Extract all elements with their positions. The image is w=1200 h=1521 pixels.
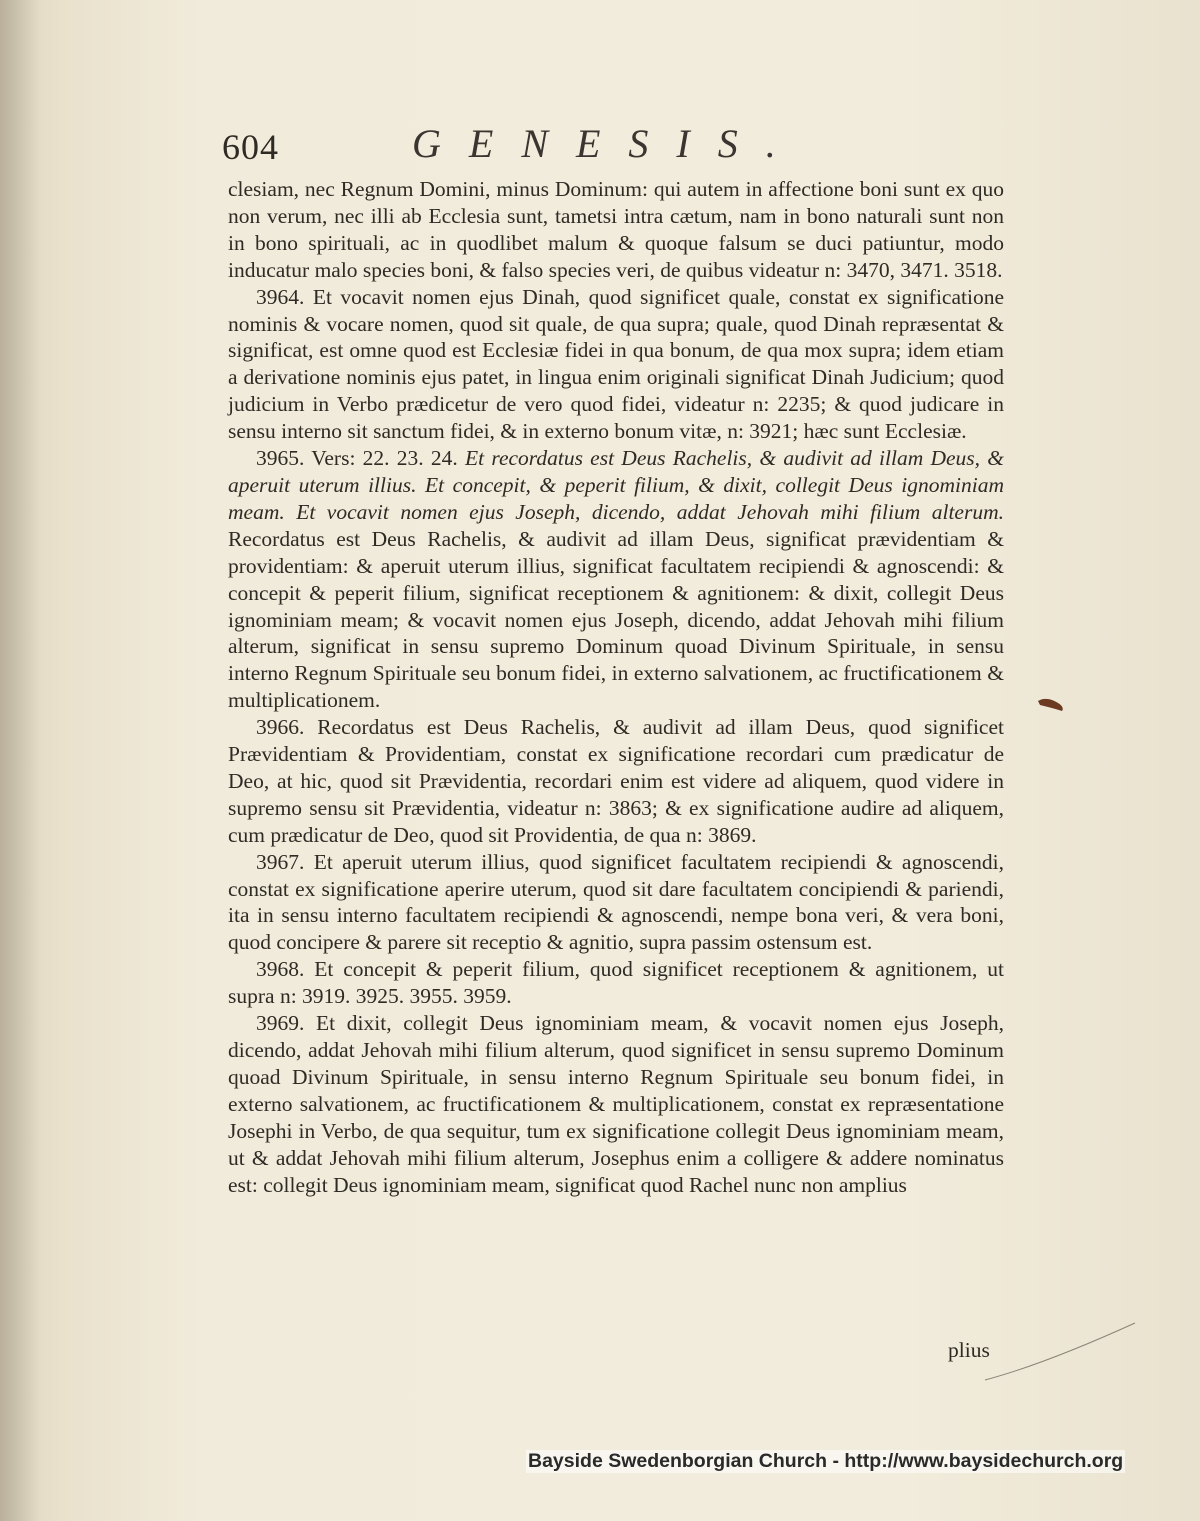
paragraph-3969 <box>228 1010 1004 1198</box>
paragraph-text: Et dixit, collegit Deus ignominiam meam, & vocavit nomen ejus Joseph, dicendo, addat Jehovah mihi filium alterum, quod significet in sensu supremo Dominum quoad Divinum Spirituale, in sensu interno Regnum Spirituale seu bonum fidei, in externo salvationem, ac fructificationem & multiplicationem, constat ex repræsentatione Josephi in Verbo, de qua sequitur, tum ex significatione collegit Deus ignominiam meam, ut & addat Jehovah mihi filium alterum, Josephus enim a colligere & addere nominatus est: collegit Deus ignominiam meam, significat quod Rachel nunc non amplius <box>228 1011 1004 1197</box>
paragraph-text: clesiam, nec Regnum Domini, minus Dominum: qui autem in affectione boni sunt ex quo non verum, nec illi ab Ecclesia sunt, tametsi intra cætum, nam in bono naturali sunt non in bono spirituali, ac in quodlibet malum & quoque falsum se duci patiuntur, modo inducatur malo species boni, & falso species veri, de quibus videatur n: 3470, 3471. 3518. <box>228 177 1004 282</box>
paragraph-number: 3967. <box>256 849 305 874</box>
paragraph-number: 3968. <box>256 957 305 982</box>
paragraph-3966 <box>228 714 1004 849</box>
paragraph-number: 3965. <box>256 446 305 471</box>
catchword: plius <box>948 1338 990 1362</box>
paragraph-3968 <box>228 956 1004 1010</box>
page-number: 604 <box>222 127 279 167</box>
page-header <box>222 120 1002 172</box>
paragraph-number: 3966. <box>256 715 305 740</box>
paragraph-3965 <box>228 445 1004 714</box>
ink-stain-mark <box>1036 695 1066 713</box>
source-watermark: Bayside Swedenborgian Church - http://www.baysidechurch.org <box>528 1450 1124 1472</box>
verse-reference: Vers: 22. 23. 24. <box>311 446 458 471</box>
verse-quotation: Et recordatus est Deus Rachelis, & audivit ad illam Deus, & aperuit uterum illius. Et concepit, & peperit filium, & dixit, collegit Deus ignominiam meam. Et vocavit nomen ejus Joseph, dicendo, addat Jehovah mihi filium alterum. <box>228 446 1005 524</box>
paragraph-text: Et vocavit nomen ejus Dinah, quod significet quale, constat ex significatione nominis & vocare nomen, quod sit quale, de qua supra; quale, quod Dinah repræsentat & significat, est omne quod est Ecclesiæ fidei in qua bonum, de qua mox supra; idem etiam a derivatione nominis ejus patet, in lingua enim originali significat Dinah Judicium; quod judicium in Verbo prædicetur de vero quod fidei, videatur n: 2235; & quod judicare in sensu interno sit sanctum fidei, & in externo bonum vitæ, n: 3921; hæc sunt Ecclesiæ. <box>228 284 1005 444</box>
body-text <box>228 176 1004 1198</box>
running-head: GENESIS. <box>412 121 804 166</box>
paragraph-3967 <box>228 849 1004 957</box>
paragraph-text: Recordatus est Deus Rachelis, & audivit ad illam Deus, significat prævidentiam & providentiam: & aperuit uterum illius, significat facultatem recipiendi & agnoscendi: & concepit & peperit filium, significat receptionem & agnitionem: & dixit, collegit Deus ignominiam meam; & vocavit nomen ejus Joseph, dicendo, addat Jehovah mihi filium alterum, significat in sensu supremo Dominum quoad Divinum Spirituale, in sensu interno Regnum Spirituale seu bonum fidei, in externo salvationem, ac fructificationem & multiplicationem. <box>228 526 1004 713</box>
gutter-shadow <box>0 0 40 1521</box>
pencil-mark <box>980 1318 1140 1388</box>
paragraph-3964 <box>228 284 1004 445</box>
paragraph-number: 3969. <box>256 1011 305 1036</box>
paragraph-number: 3964. <box>256 284 305 309</box>
paragraph-text: Et concepit & peperit filium, quod significet receptionem & agnitionem, ut supra n: 3919. 3925. 3955. 3959. <box>228 957 1004 1009</box>
paragraph-text: Et aperuit uterum illius, quod significet facultatem recipiendi & agnoscendi, constat ex significatione aperire uterum, quod sit dare facultatem concipiendi & pariendi, ita in sensu interno facultatem recipiendi & agnoscendi, nempe bona veri, & vera boni, quod concipere & parere sit receptio & agnitio, supra passim ostensum est. <box>228 849 1005 955</box>
paragraph-text: Recordatus est Deus Rachelis, & audivit ad illam Deus, quod significet Prævidentiam & Providentiam, constat ex significatione recordari cum prædicatur de Deo, at hic, quod sit Prævidentia, recordari enim est videre ad aliquem, quod videre in supremo sensu sit Prævidentia, videatur n: 3863; & ex significatione audire ad aliquem, cum prædicatur de Deo, quod sit Providentia, de qua n: 3869. <box>228 715 1004 847</box>
paragraph-continuation <box>228 176 1004 284</box>
